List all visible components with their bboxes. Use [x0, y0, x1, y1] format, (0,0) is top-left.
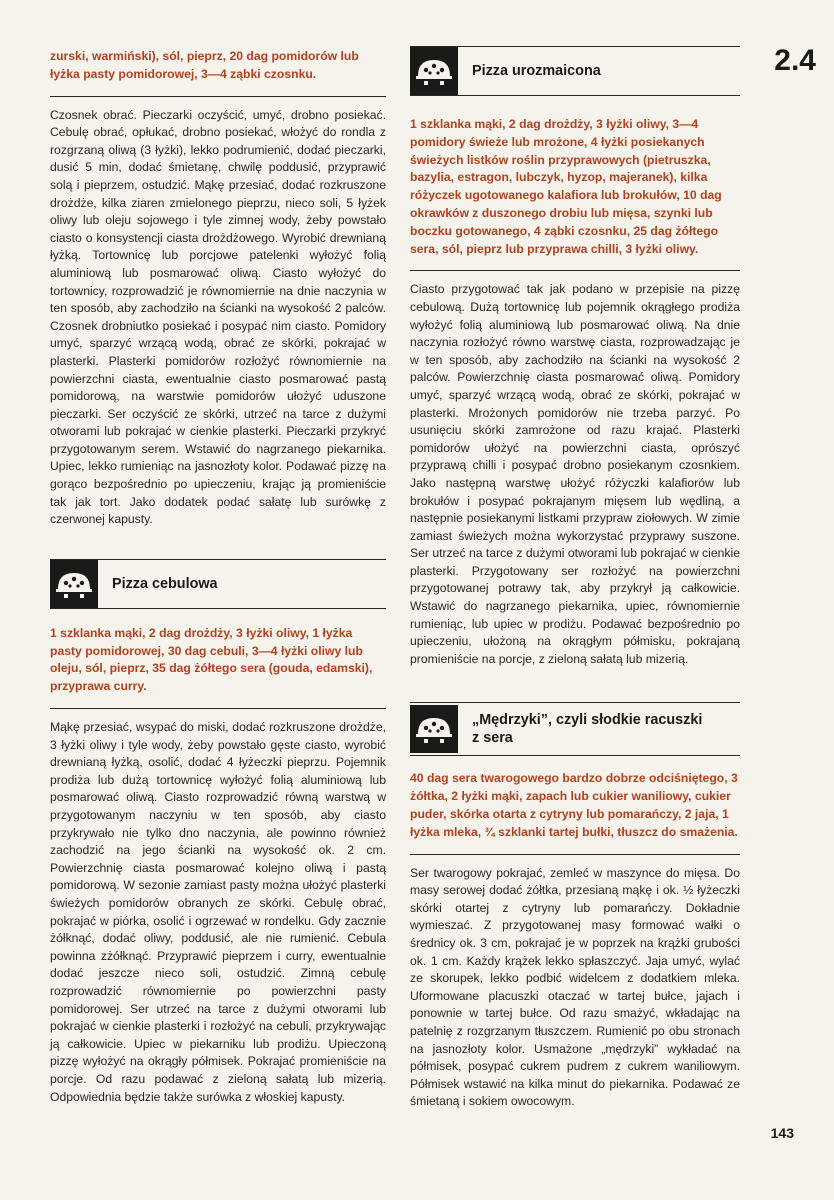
recipe-header-medrzyki [410, 702, 740, 756]
intro-body-text: Czosnek obrać. Pieczarki oczyścić, umyć, drobno posiekać. Cebulę obrać, opłukać, drobno posiekać, włożyć do rondla z rozgrzaną oliwą (3 łyżki), lekko podrumienić, dodać pieczarki, dusić 5 min, dodać śmietanę, chwilę poddusić, przyprawić solą i pieprzem, ostudzić. Mąkę przesiać, dodać rozkruszone drożdże, kilka ziaren zmielonego pieprzu, nieco soli, 5 łyżek oliwy lub oleju sojowego i tyle zimnej wody, żeby powstało ciasto o konsystencji ciasta drożdżowego. Wyrobić drewnianą łyżką. Tortownicę lub porcjowe patelenki wyłożyć folią aluminiową lub posmarować oliwą. Ciasto wyłożyć do tortownicy, rozprowadzić je równomiernie na dnie naczynia w ten sposób, aby zachodziło na ścianki na wysokość 2 palców. Czosnek drobniutko posiekać i posypać nim ciasto. Pomidory umyć, sparzyć wrzącą wodą, obrać ze skórki, pokrajać w plasterki. Plasterki pomidorów rozłożyć równomiernie na powierzchni ciasta, ewentualnie ciasto posmarować pastą pomidorową, na warstwie pomidorów ułożyć uduszone pieczarki. Ser oczyścić ze skórki, utrzeć na tarce z dużymi otworami lub pokrajać w cienkie plasterki. Pieczarki przykryć przygotowanym serem. Wstawić do nagrzanego piekarnika. Upiec, lekko rumieniąc na jasnozłoty kolor. Podawać pizzę na gorąco bezpośrednio po upieczeniu, krając ją promieniście tak jak tort. Jako dodatek podać sałatę lub surówkę z czerwonej kapusty. [50, 107, 386, 527]
recipe-ingredients: 40 dag sera twarogowego bardzo dobrze odciśniętego, 3 żółtka, 2 łyżki mąki, zapach lub cukier waniliowy, cukier puder, skórka otarta z cytryny lub pomarańczy, 2 jaja, 1 łyżka mleka, ¾ szklanki tartej bułki, tłuszcz do smażenia. [410, 771, 738, 839]
recipe-body-text: Ser twarogowy pokrajać, zemleć w maszynce do mięsa. Do masy serowej dodać żółtka, przesianą mąkę i ok. ½ łyżeczki skórki otartej z cytryny lub pomarańczy. Dokładnie wymieszać. Z przygotowanej masy formować wałki o średnicy ok. 3 cm, pokrajać je w poprzek na krążki grubości ok. 1 cm. Każdy krążek lekko spłaszczyć. Jaja umyć, wylać ze skorupek, lekko podbić widelcem z dodatkiem mleka. Uformowane placuszki otaczać w tartej bułce, jajach i ponownie w tartej bułce. Od razu smażyć, wkładając na patelnię z rozgrzanym tłuszczem. Rumienić po obu stronach na jasnozłoty kolor. Usmażone „mędrzyki” wykładać na półmisek, posypać cukrem pudrem z cukrem waniliowym. Półmisek wstawić na kilka minut do piekarnika. Podawać ze śmietaną i sokiem owocowym. [410, 865, 740, 1109]
right-column [410, 42, 740, 1111]
recipe-body-text: Ciasto przygotować tak jak podano w przepisie na pizzę cebulową. Dużą tortownicę lub pojemnik okrągłego prodiża wyłożyć folią aluminiową lub posmarować oliwą. Na dnie naczynia rozłożyć równo warstwę ciasta, rozprowadzając je w ten sposób, aby zachodziło na ścianki na wysokość 2 palców. Powierzchnię ciasta posmarować oliwą. Pomidory umyć, sparzyć wrzącą wodą, obrać ze skórki, pokrajać w plasterki. Mrożonych pomidorów nie trzeba parzyć. Po usunięciu skórki zamrożone od razu krajać. Plasterki pomidorów ułożyć na powierzchni ciasta, oprószyć przyprawą chilli i posypać drobno posiekanym czosnkiem. Jako następną warstwę ułożyć różyczki kalafiorów lub brokułów i posypać pokrajanym mięsem lub wędliną, a następnie posiekanymi listkami przypraw ziołowych. W zimie zamiast świeżych można wykorzystać przyprawy suszone. Ser utrzeć na tarce z dużymi otworami lub pokrajać w cienkie plasterki. Przygotowany ser rozłożyć na powierzchni przygotowanej potrawy tak, aby przykrył ją całkowicie. Wstawić do nagrzanego piekarnika, upiec, równomiernie rumieniąc, lub upiec w prodiżu. Podawać bezpośrednio po upieczeniu, ułożoną na okrągłym półmisku, pokrajaną promieniście na porcje, z zieloną sałatą lub mizerią. [410, 282, 740, 666]
divider [50, 96, 386, 97]
recipe-title: Pizza urozmaicona [472, 63, 601, 79]
divider [50, 708, 386, 709]
recipe-title: Pizza cebulowa [112, 575, 218, 592]
recipe-title: „Mędrzyki”, czyli słodkie racuszki z sera [472, 712, 703, 747]
oven-dish-icon [50, 560, 98, 608]
section-number: 2.4 [774, 44, 816, 77]
recipe-body-text: Mąkę przesiać, wsypać do miski, dodać rozkruszone drożdże, 3 łyżki oliwy i tyle wody, żeby powstało gęste ciasto, wyrobić drewnianą łyżką, osolić, dodać 4 łyżeczki pieprzu. Pojemnik prodiża lub dużą tortownicę wyłożyć folią aluminiową lub posmarować oliwą. Ciasto rozprowadzić równą warstwą w przygotowanym naczyniu w ten sposób, aby ciasto przykrywało nie tylko dno naczynia, ale powinno również zachodzić na jego ścianki na wysokość ok. 2 cm. Powierzchnię ciasta posmarować kolejno oliwą i pastą pomidorową. W sezonie zamiast pasty można ułożyć plasterki świeżych pomidorów obranych ze skórki. Cebulę obrać, pokrajać w piórka, osolić i ogrzewać w rondelku. Gdy zacznie żółknąć, dodać oliwy, poddusić, ale nie rumienić. Cebula powinna zżółknąć. Przyprawić pieprzem i curry, ewentualnie dodać jeszcze nieco soli, ostudzić. Zimną cebulę rozprowadzić równomiernie po powierzchni pasty pomidorowej. Ser utrzeć na tarce z dużymi otworami lub pokrajać w cienkie plasterki i rozłożyć na cebuli, przykrywając ją całkowicie. Upiec w piekarniku lub prodiżu. Upieczoną pizzę wyłożyć na okrągły półmisek. Pokrajać promieniście na porcje. Od razu podawać z zieloną sałatą lub mizerią. Odpowiednia będzie także surówka z włoskiej kapusty. [50, 720, 386, 1104]
divider [410, 270, 740, 271]
page-number: 143 [770, 1125, 794, 1141]
oven-dish-icon [410, 705, 458, 753]
intro-ingredients: zurski, warmiński), sól, pieprz, 20 dag pomidorów lub łyżka pasty pomidorowej, 3—4 ząbki czosnku. [50, 49, 359, 81]
recipe-ingredients: 1 szklanka mąki, 2 dag drożdży, 3 łyżki oliwy, 3—4 pomidory świeże lub mrożone, 4 łyżki posiekanych świeżych listków roślin przyprawowych (pietruszka, bazylia, estragon, lubczyk, hyzop, majeranek), kilka różyczek ugotowanego kalafiora lub brokułów, 10 dag okrawków z duszonego drobiu lub mięsa, szynki lub boczku gotowanego, 4 ząbki czosnku, 25 dag żółtego sera, sól, pieprz lub przyprawa chilli, 3 łyżki oliwy. [410, 117, 722, 256]
recipe-ingredients: 1 szklanka mąki, 2 dag drożdży, 3 łyżki oliwy, 1 łyżka pasty pomidorowej, 30 dag cebuli, 3—4 łyżki oliwy lub oleju, sól, pieprz, 35 dag żółtego sera (gouda, edamski), przyprawa curry. [50, 625, 373, 694]
left-column [50, 42, 386, 1106]
recipe-header-pizza-urozmaicona [410, 46, 740, 96]
divider [410, 854, 740, 855]
oven-dish-icon [410, 47, 458, 95]
recipe-header-pizza-cebulowa [50, 559, 386, 609]
